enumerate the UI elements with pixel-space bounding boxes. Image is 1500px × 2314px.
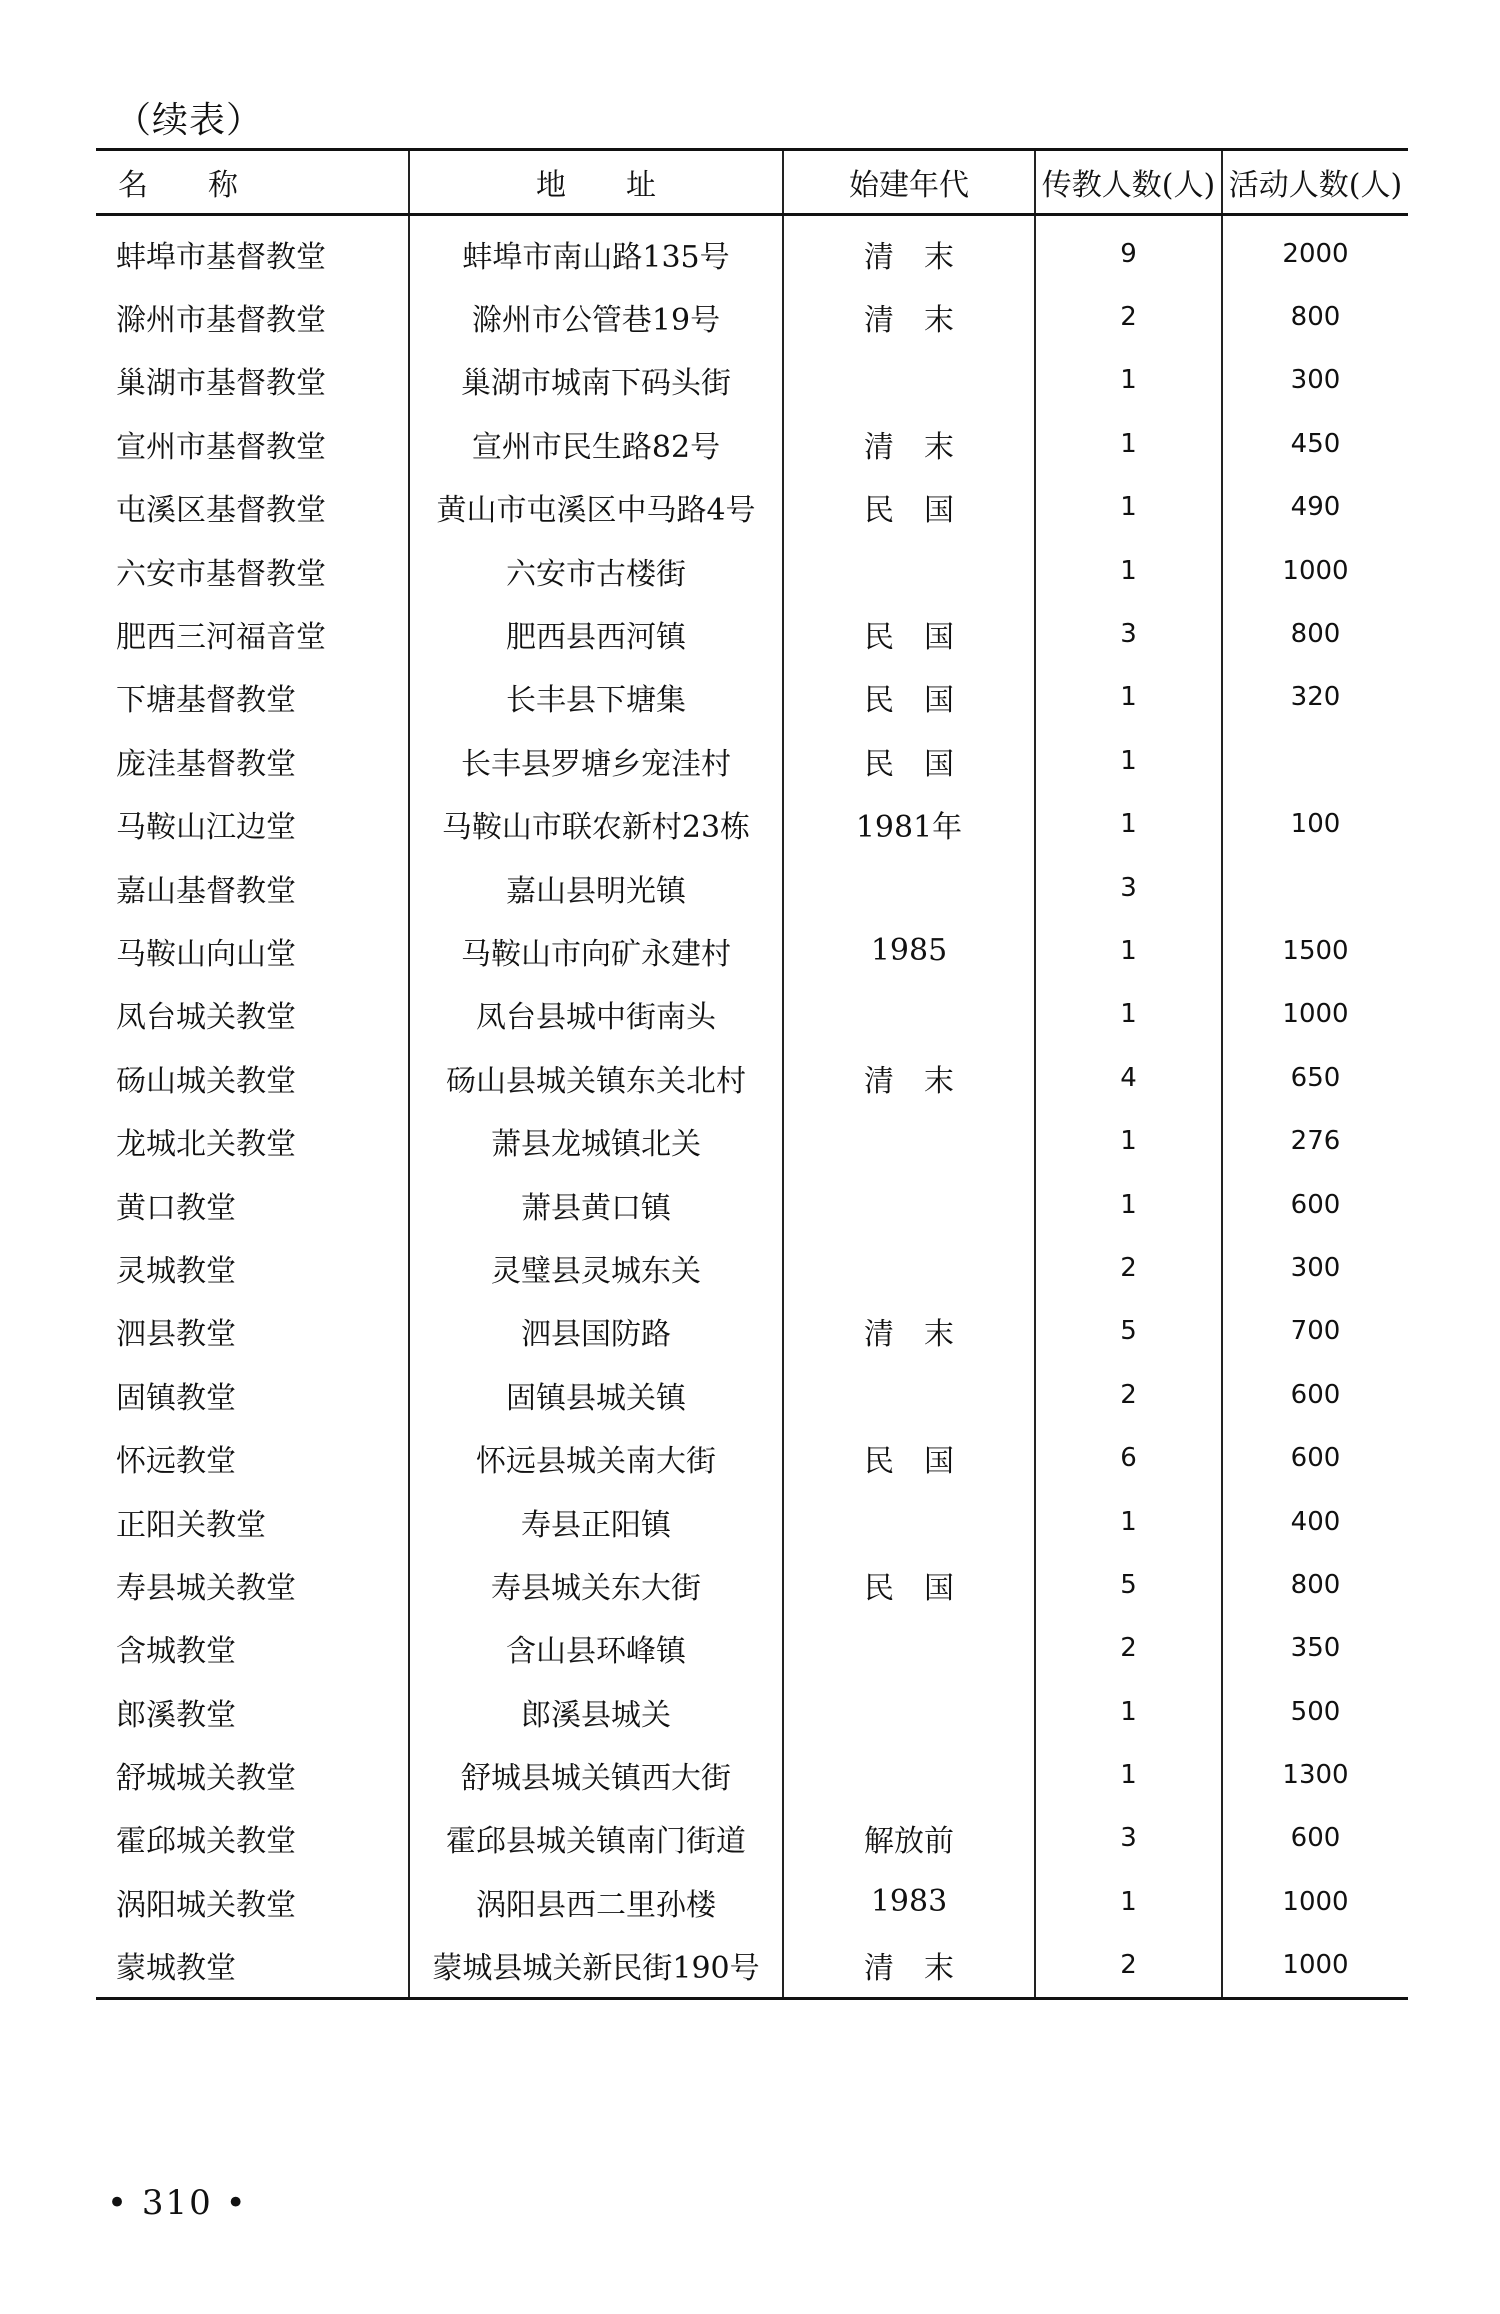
cell-name: 滁州市基督教堂 [116, 303, 326, 339]
cell-preachers: 1 [1035, 1870, 1222, 1933]
cell-attendees: 600 [1222, 1807, 1408, 1870]
cell-address: 凤台县城中街南头 [409, 983, 783, 1046]
table-row [96, 919, 1408, 982]
cell-name: 屯溪区基督教堂 [116, 493, 326, 529]
cell-founded: 清 末 [783, 215, 1035, 286]
cell-preachers: 1 [1035, 793, 1222, 856]
cell-founded [783, 1617, 1035, 1680]
cell-preachers: 3 [1035, 856, 1222, 919]
cell-founded: 民 国 [783, 1553, 1035, 1616]
cell-name: 霍邱城关教堂 [116, 1824, 296, 1860]
cell-preachers: 4 [1035, 1046, 1222, 1109]
cell-preachers: 2 [1035, 1934, 1222, 1999]
cell-attendees [1222, 856, 1408, 919]
cell-name: 砀山城关教堂 [116, 1063, 296, 1099]
cell-preachers: 6 [1035, 1426, 1222, 1489]
cell-address: 马鞍山市向矿永建村 [409, 919, 783, 982]
cell-attendees: 276 [1222, 1109, 1408, 1172]
table-row [96, 285, 1408, 348]
table-row [96, 1173, 1408, 1236]
cell-name: 巢湖市基督教堂 [116, 366, 326, 402]
cell-address: 涡阳县西二里孙楼 [409, 1870, 783, 1933]
cell-address: 郎溪县城关 [409, 1680, 783, 1743]
cell-attendees: 800 [1222, 1553, 1408, 1616]
cell-address: 黄山市屯溪区中马路4号 [409, 476, 783, 539]
cell-founded [783, 1490, 1035, 1553]
cell-address: 固镇县城关镇 [409, 1363, 783, 1426]
table-row [96, 412, 1408, 475]
cell-preachers: 3 [1035, 1807, 1222, 1870]
cell-attendees: 400 [1222, 1490, 1408, 1553]
cell-attendees: 1000 [1222, 983, 1408, 1046]
cell-attendees: 300 [1222, 349, 1408, 412]
cell-name: 蒙城教堂 [96, 1934, 409, 1999]
table-row [96, 793, 1408, 856]
cell-address: 灵璧县灵城东关 [409, 1236, 783, 1299]
page-number: • 310 • [107, 2183, 248, 2223]
cell-founded [783, 1236, 1035, 1299]
cell-name: 固镇教堂 [116, 1380, 236, 1416]
church-table-wrapper [96, 148, 1408, 2000]
cell-address: 宣州市民生路82号 [409, 412, 783, 475]
table-row [96, 215, 1408, 286]
cell-name: 灵城教堂 [116, 1253, 236, 1289]
cell-preachers: 1 [1035, 1490, 1222, 1553]
cell-founded: 民 国 [783, 602, 1035, 665]
cell-founded: 民 国 [783, 476, 1035, 539]
cell-founded: 民 国 [783, 1426, 1035, 1489]
table-row [96, 539, 1408, 602]
cell-name: 肥西三河福音堂 [116, 620, 326, 656]
table-row [96, 1807, 1408, 1870]
cell-founded: 1985 [783, 919, 1035, 982]
table-row [96, 729, 1408, 792]
table-row [96, 1300, 1408, 1363]
cell-founded [783, 1173, 1035, 1236]
cell-preachers: 1 [1035, 919, 1222, 982]
cell-founded: 清 末 [783, 1300, 1035, 1363]
cell-name: 庞洼基督教堂 [116, 746, 296, 782]
table-row [96, 1680, 1408, 1743]
cell-attendees: 600 [1222, 1426, 1408, 1489]
cell-founded: 清 末 [783, 285, 1035, 348]
cell-founded: 1983 [783, 1870, 1035, 1933]
cell-name: 龙城北关教堂 [116, 1127, 296, 1163]
cell-attendees: 650 [1222, 1046, 1408, 1109]
table-row [96, 1743, 1408, 1806]
cell-founded: 民 国 [783, 666, 1035, 729]
table-row [96, 1617, 1408, 1680]
cell-preachers: 1 [1035, 729, 1222, 792]
cell-address: 长丰县下塘集 [409, 666, 783, 729]
cell-address: 舒城县城关镇西大街 [409, 1743, 783, 1806]
cell-name: 怀远教堂 [116, 1444, 236, 1480]
table-row [96, 1553, 1408, 1616]
cell-attendees: 450 [1222, 412, 1408, 475]
table-row [96, 856, 1408, 919]
table-row [96, 1426, 1408, 1489]
cell-preachers: 1 [1035, 666, 1222, 729]
table-row [96, 602, 1408, 665]
cell-attendees: 1000 [1222, 1934, 1408, 1999]
table-row [96, 983, 1408, 1046]
cell-name: 嘉山基督教堂 [116, 873, 296, 909]
cell-attendees: 1000 [1222, 1870, 1408, 1933]
cell-attendees: 2000 [1222, 215, 1408, 286]
cell-founded: 清 末 [783, 412, 1035, 475]
header-address: 地 址 [409, 150, 783, 215]
cell-name: 含城教堂 [116, 1634, 236, 1670]
cell-address: 含山县环峰镇 [409, 1617, 783, 1680]
table-row [96, 1870, 1408, 1933]
cell-attendees [1222, 729, 1408, 792]
header-row [96, 150, 1408, 215]
cell-founded [783, 856, 1035, 919]
cell-attendees: 500 [1222, 1680, 1408, 1743]
table-row [96, 1934, 1408, 1999]
cell-founded [783, 1743, 1035, 1806]
table-row [96, 1490, 1408, 1553]
cell-preachers: 1 [1035, 539, 1222, 602]
cell-attendees: 300 [1222, 1236, 1408, 1299]
cell-founded: 清 末 [783, 1046, 1035, 1109]
cell-preachers: 2 [1035, 1236, 1222, 1299]
cell-attendees: 490 [1222, 476, 1408, 539]
cell-attendees: 320 [1222, 666, 1408, 729]
cell-attendees: 600 [1222, 1173, 1408, 1236]
cell-address: 蒙城县城关新民街190号 [409, 1934, 783, 1999]
cell-founded: 解放前 [783, 1807, 1035, 1870]
header-attendees: 活动人数(人) [1222, 150, 1408, 215]
cell-address: 肥西县西河镇 [409, 602, 783, 665]
cell-attendees: 600 [1222, 1363, 1408, 1426]
cell-preachers: 5 [1035, 1553, 1222, 1616]
cell-preachers: 1 [1035, 476, 1222, 539]
cell-name: 郎溪教堂 [116, 1697, 236, 1733]
cell-address: 滁州市公管巷19号 [409, 285, 783, 348]
table-row [96, 1109, 1408, 1172]
cell-address: 寿县城关东大街 [409, 1553, 783, 1616]
cell-founded: 民 国 [783, 729, 1035, 792]
table-row [96, 666, 1408, 729]
cell-preachers: 1 [1035, 1109, 1222, 1172]
cell-founded [783, 1680, 1035, 1743]
cell-preachers: 1 [1035, 412, 1222, 475]
cell-address: 六安市古楼街 [409, 539, 783, 602]
cell-address: 长丰县罗塘乡宠洼村 [409, 729, 783, 792]
table-caption: （续表） [115, 100, 264, 141]
cell-address: 泗县国防路 [409, 1300, 783, 1363]
header-name: 名 称 [118, 168, 238, 203]
header-founded: 始建年代 [783, 150, 1035, 215]
cell-founded [783, 1363, 1035, 1426]
cell-attendees: 800 [1222, 602, 1408, 665]
cell-attendees: 1500 [1222, 919, 1408, 982]
cell-name: 凤台城关教堂 [116, 1000, 296, 1036]
cell-attendees: 700 [1222, 1300, 1408, 1363]
cell-address: 萧县龙城镇北关 [409, 1109, 783, 1172]
cell-founded [783, 349, 1035, 412]
header-preachers: 传教人数(人) [1035, 150, 1222, 215]
table-row [96, 1363, 1408, 1426]
cell-attendees: 1000 [1222, 539, 1408, 602]
cell-founded [783, 983, 1035, 1046]
cell-name: 宣州市基督教堂 [116, 429, 326, 465]
table-row [96, 1236, 1408, 1299]
table-header [96, 150, 1408, 215]
cell-preachers: 9 [1035, 215, 1222, 286]
cell-attendees: 350 [1222, 1617, 1408, 1680]
cell-name: 蚌埠市基督教堂 [116, 239, 326, 275]
cell-name: 黄口教堂 [116, 1190, 236, 1226]
church-table [96, 148, 1408, 2000]
cell-founded [783, 539, 1035, 602]
cell-name: 下塘基督教堂 [116, 683, 296, 719]
cell-attendees: 1300 [1222, 1743, 1408, 1806]
cell-attendees: 800 [1222, 285, 1408, 348]
cell-founded: 清 末 [783, 1934, 1035, 1999]
cell-name: 寿县城关教堂 [116, 1570, 296, 1606]
cell-preachers: 5 [1035, 1300, 1222, 1363]
cell-name: 正阳关教堂 [116, 1507, 266, 1543]
cell-name: 泗县教堂 [116, 1317, 236, 1353]
table-row [96, 1046, 1408, 1109]
cell-founded: 1981年 [783, 793, 1035, 856]
cell-preachers: 1 [1035, 349, 1222, 412]
cell-preachers: 2 [1035, 1617, 1222, 1680]
table-row [96, 476, 1408, 539]
table-row [96, 349, 1408, 412]
cell-address: 马鞍山市联农新村23栋 [409, 793, 783, 856]
cell-address: 萧县黄口镇 [409, 1173, 783, 1236]
cell-address: 巢湖市城南下码头街 [409, 349, 783, 412]
cell-founded [783, 1109, 1035, 1172]
cell-name: 六安市基督教堂 [116, 556, 326, 592]
cell-preachers: 1 [1035, 1743, 1222, 1806]
cell-name: 涡阳城关教堂 [116, 1887, 296, 1923]
cell-address: 蚌埠市南山路135号 [409, 215, 783, 286]
cell-preachers: 1 [1035, 1680, 1222, 1743]
table-body [96, 215, 1408, 1999]
cell-address: 嘉山县明光镇 [409, 856, 783, 919]
cell-preachers: 2 [1035, 1363, 1222, 1426]
cell-address: 怀远县城关南大街 [409, 1426, 783, 1489]
cell-address: 霍邱县城关镇南门街道 [409, 1807, 783, 1870]
cell-attendees: 100 [1222, 793, 1408, 856]
cell-preachers: 1 [1035, 1173, 1222, 1236]
cell-name: 马鞍山江边堂 [116, 810, 296, 846]
cell-name: 舒城城关教堂 [116, 1761, 296, 1797]
cell-address: 砀山县城关镇东关北村 [409, 1046, 783, 1109]
cell-address: 寿县正阳镇 [409, 1490, 783, 1553]
cell-preachers: 2 [1035, 285, 1222, 348]
cell-preachers: 1 [1035, 983, 1222, 1046]
cell-preachers: 3 [1035, 602, 1222, 665]
cell-name: 马鞍山向山堂 [116, 936, 296, 972]
